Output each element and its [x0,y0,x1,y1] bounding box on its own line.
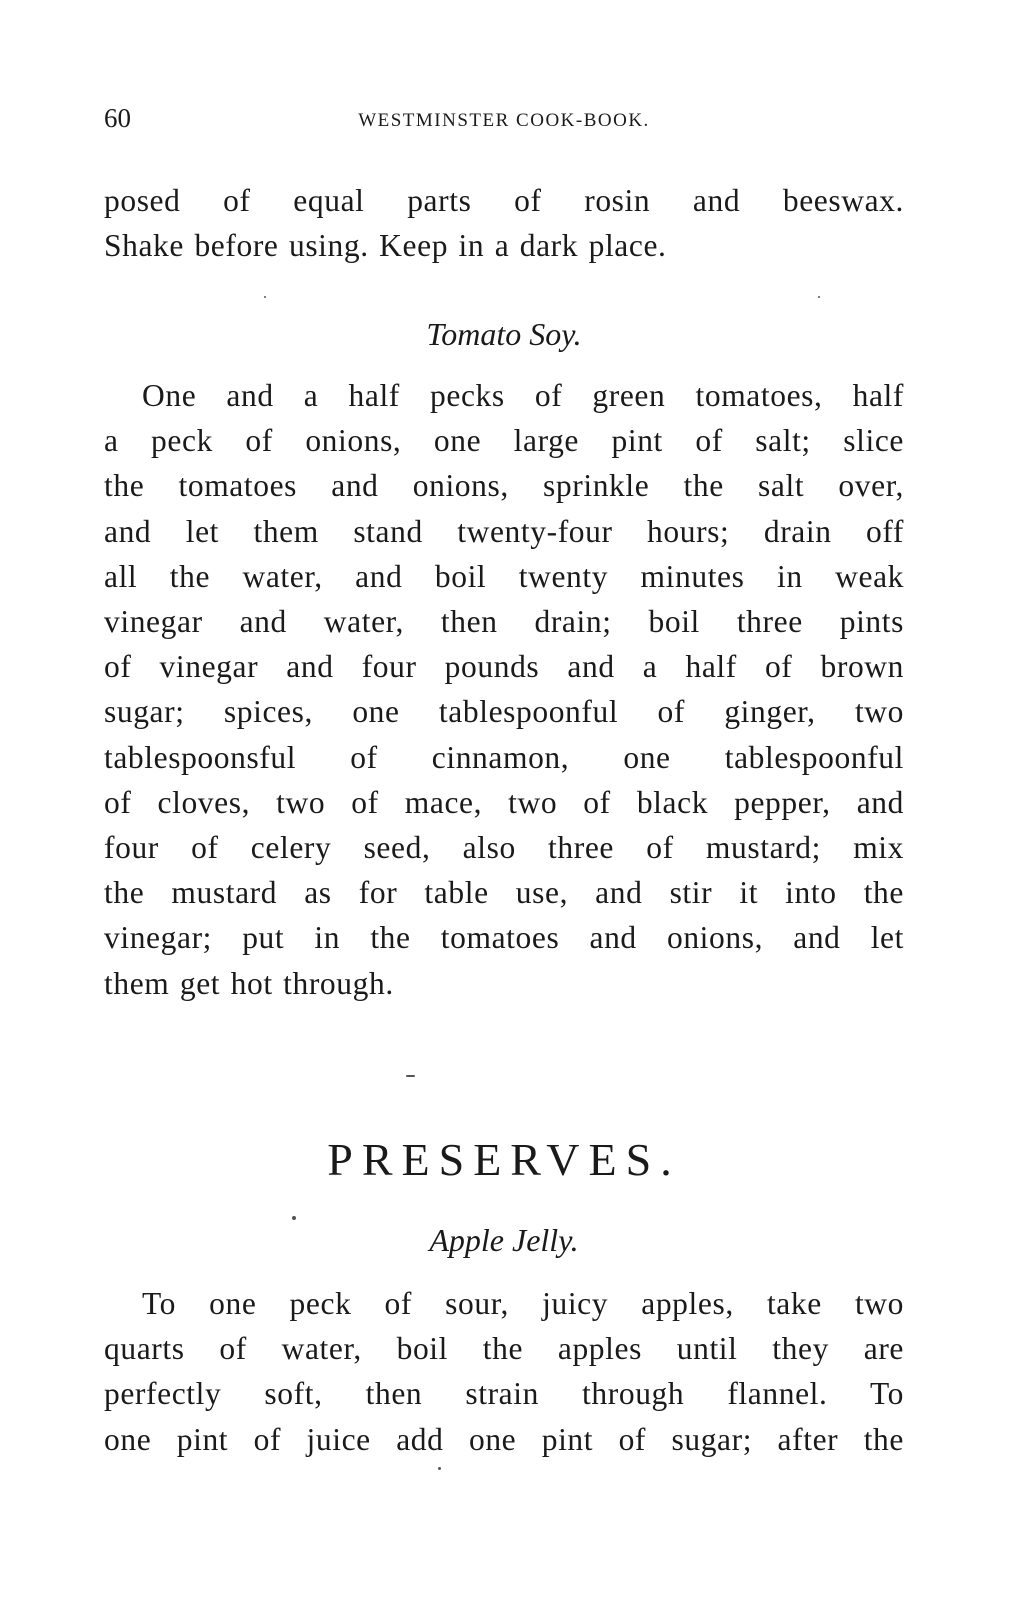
text-line: vinegar and water, then drain; boil three pints [104,604,904,640]
text-line: tablespoonsful of cinnamon, one tablespoonful [104,739,904,775]
recipe-body-apple-jelly [104,1281,904,1462]
text-line: a peck of onions, one large pint of salt; slice [104,423,904,459]
text-line: One and a half pecks of green tomatoes, half [142,378,904,413]
section-title-preserves: PRESERVES. [327,1134,681,1185]
continuation-paragraph [104,178,904,268]
text-line: and let them stand twenty-four hours; drain off [104,513,904,549]
print-speck [406,1075,415,1077]
text-line: sugar; spices, one tablespoonful of ginger, two [104,694,904,730]
recipe-body-tomato-soy [104,373,904,1006]
text-line: Shake before using. Keep in a dark place. [104,228,667,264]
print-speck [264,296,266,298]
text-line: all the water, and boil twenty minutes in weak [104,558,904,594]
text-line: one pint of juice add one pint of sugar; after the [104,1421,904,1457]
text-line: vinegar; put in the tomatoes and onions, and let [104,920,904,956]
page-header [104,103,904,137]
text-line: them get hot through. [104,965,394,1001]
text-line: quarts of water, boil the apples until they are [104,1331,904,1367]
text-line: of cloves, two of mace, two of black pepper, and [104,784,904,820]
running-title: WESTMINSTER COOK-BOOK. [358,110,650,131]
recipe-title-tomato-soy: Tomato Soy. [426,316,582,352]
text-line: the mustard as for table use, and stir it into the [104,875,904,911]
print-speck [292,1216,296,1220]
text-line: the tomatoes and onions, sprinkle the salt over, [104,468,904,504]
recipe-title-apple-jelly: Apple Jelly. [429,1222,579,1258]
text-line: of vinegar and four pounds and a half of brown [104,649,904,685]
text-line: To one peck of sour, juicy apples, take two [142,1286,904,1321]
print-speck [818,296,820,298]
text-line: posed of equal parts of rosin and beeswax. [104,183,904,218]
text-line: four of celery seed, also three of mustard; mix [104,830,904,866]
print-speck [438,1467,441,1470]
text-line: perfectly soft, then strain through flannel. To [104,1376,904,1412]
page-number: 60 [104,103,131,133]
